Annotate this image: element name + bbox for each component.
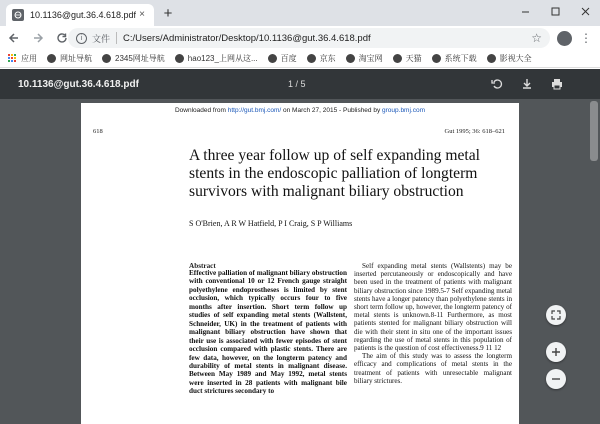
globe-icon — [12, 9, 24, 21]
browser-tab[interactable] — [6, 4, 154, 26]
body-paragraph: The aim of this study was to assess the longterm efficacy and complications of metal stents in the treatment of patients with unresectable malignant biliary strictures. — [354, 352, 512, 385]
minus-icon — [551, 374, 561, 384]
bookmark-item[interactable] — [432, 53, 477, 64]
download-notice-mid: on March 27, 2015 - Published by — [281, 107, 383, 114]
bookmark-item[interactable] — [268, 53, 297, 64]
new-tab-button[interactable]: + — [163, 5, 173, 22]
bookmarks-bar — [0, 50, 600, 68]
back-button[interactable] — [4, 28, 24, 48]
pdf-file-name: 10.1136@gut.36.4.618.pdf — [18, 78, 139, 90]
globe-icon — [268, 54, 277, 63]
globe-icon — [346, 54, 355, 63]
bookmark-item[interactable] — [393, 53, 422, 64]
download-icon[interactable] — [520, 77, 534, 91]
globe-icon — [307, 54, 316, 63]
scrollbar-thumb[interactable] — [590, 101, 598, 161]
globe-icon — [432, 54, 441, 63]
pdf-toolbar — [0, 69, 600, 99]
bookmark-label: 2345网址导航 — [115, 54, 165, 63]
tab-strip — [0, 0, 600, 26]
bookmark-item[interactable] — [307, 53, 336, 64]
bookmark-label: 系统下载 — [444, 54, 477, 63]
bookmark-item[interactable] — [487, 53, 532, 64]
plus-icon — [551, 347, 561, 357]
journal-reference: Gut 1995; 36: 618–621 — [444, 128, 505, 135]
divider — [116, 32, 117, 44]
profile-avatar[interactable] — [557, 31, 572, 46]
bookmark-label: 网址导航 — [60, 54, 92, 63]
print-icon[interactable] — [550, 77, 564, 91]
body-column — [354, 262, 512, 385]
bookmark-item[interactable] — [102, 53, 165, 64]
forward-button[interactable] — [28, 28, 48, 48]
bookmark-star-icon[interactable]: ☆ — [531, 31, 542, 45]
abstract-text: Effective palliation of malignant biliary obstruction with conventional 10 or 12 French gauge straight polyethylene endoprostheses is limited by stent occlusion, which typically occurs four to five months after insertion. Short term follow up studies of self expanding metal stents (Wallstent, Schneider, UK) in the treatment of patients with malignant biliary obstruction have shown that their use is associated with fewer episodes of stent occlusion compared with plastic stents. There are few data, however, on the longterm patency and durability of metal stents in malignant disease. Between May 1989 and May 1992, metal stents were inserted in 28 patients with malignant bile duct strictures secondary to — [189, 269, 347, 396]
page-number: 618 — [93, 128, 103, 135]
maximize-icon[interactable] — [540, 0, 570, 22]
source-link[interactable]: http://gut.bmj.com/ — [227, 107, 282, 114]
address-bar[interactable] — [68, 28, 550, 48]
tab-title: 10.1136@gut.36.4.618.pdf — [30, 10, 136, 20]
minimize-icon[interactable] — [510, 0, 540, 22]
rotate-icon[interactable] — [490, 77, 504, 91]
url-text[interactable]: C:/Users/Administrator/Desktop/10.1136@gut.36.4.618.pdf — [123, 32, 371, 44]
bookmark-item[interactable] — [346, 53, 383, 64]
bookmark-label: 天猫 — [405, 54, 422, 63]
arrow-left-icon — [8, 32, 20, 44]
bookmark-item[interactable] — [175, 53, 258, 64]
bookmark-label: hao123_上网从这... — [187, 54, 258, 63]
apps-icon — [8, 54, 17, 63]
bookmark-label: 京东 — [319, 54, 336, 63]
article-title: A three year follow up of self expanding metal stents in the endoscopic palliation of longterm survivors with malignant biliary obstruction — [189, 147, 480, 200]
abstract-heading: Abstract — [189, 262, 216, 270]
protocol-label: 文件 — [92, 33, 111, 44]
zoom-out-button[interactable] — [546, 369, 566, 389]
bookmark-label: 淘宝网 — [358, 54, 383, 63]
globe-icon — [102, 54, 111, 63]
zoom-in-button[interactable] — [546, 342, 566, 362]
reload-icon — [56, 32, 68, 44]
globe-icon — [47, 54, 56, 63]
globe-icon — [175, 54, 184, 63]
publisher-link[interactable]: group.bmj.com — [382, 107, 426, 114]
body-paragraph: Self expanding metal stents (Wallstents) may be inserted percutaneously or endoscopically and have been used in the treatment of patients with malignant biliary obstruction since 1989.5-7 Self expanding metal stents have a longer patency than polyethylene stents in short term follow up, however, the longterm patency of metal stents is unknown.8-11 Furthermore, as most patients stented for malignant biliary obstruction will die with their stent in situ one of the important issues regarding the use of metal stents in this population of patients is the question of cost effectiveness.9 11 12 — [354, 262, 512, 353]
download-notice-prefix: Downloaded from — [174, 107, 228, 114]
bookmark-item[interactable] — [47, 53, 92, 64]
fit-page-icon — [551, 310, 561, 320]
download-notice — [81, 107, 519, 114]
arrow-right-icon — [32, 32, 44, 44]
bookmark-apps[interactable] — [8, 53, 37, 64]
info-icon[interactable]: i — [76, 33, 87, 44]
globe-icon — [487, 54, 496, 63]
bookmark-label: 应用 — [21, 54, 37, 63]
globe-icon — [393, 54, 402, 63]
fit-to-page-button[interactable] — [546, 305, 566, 325]
more-menu-icon[interactable]: ⋮ — [580, 31, 592, 45]
bookmark-label: 影视大全 — [499, 54, 532, 63]
close-tab-icon[interactable]: × — [139, 9, 145, 20]
article-authors: S O'Brien, A R W Hatfield, P I Craig, S P Williams — [189, 219, 353, 228]
page-indicator: 1 / 5 — [288, 79, 306, 89]
pdf-page — [81, 103, 519, 424]
window-close-icon[interactable] — [570, 0, 600, 22]
bookmark-label: 百度 — [280, 54, 297, 63]
browser-toolbar — [0, 26, 600, 50]
